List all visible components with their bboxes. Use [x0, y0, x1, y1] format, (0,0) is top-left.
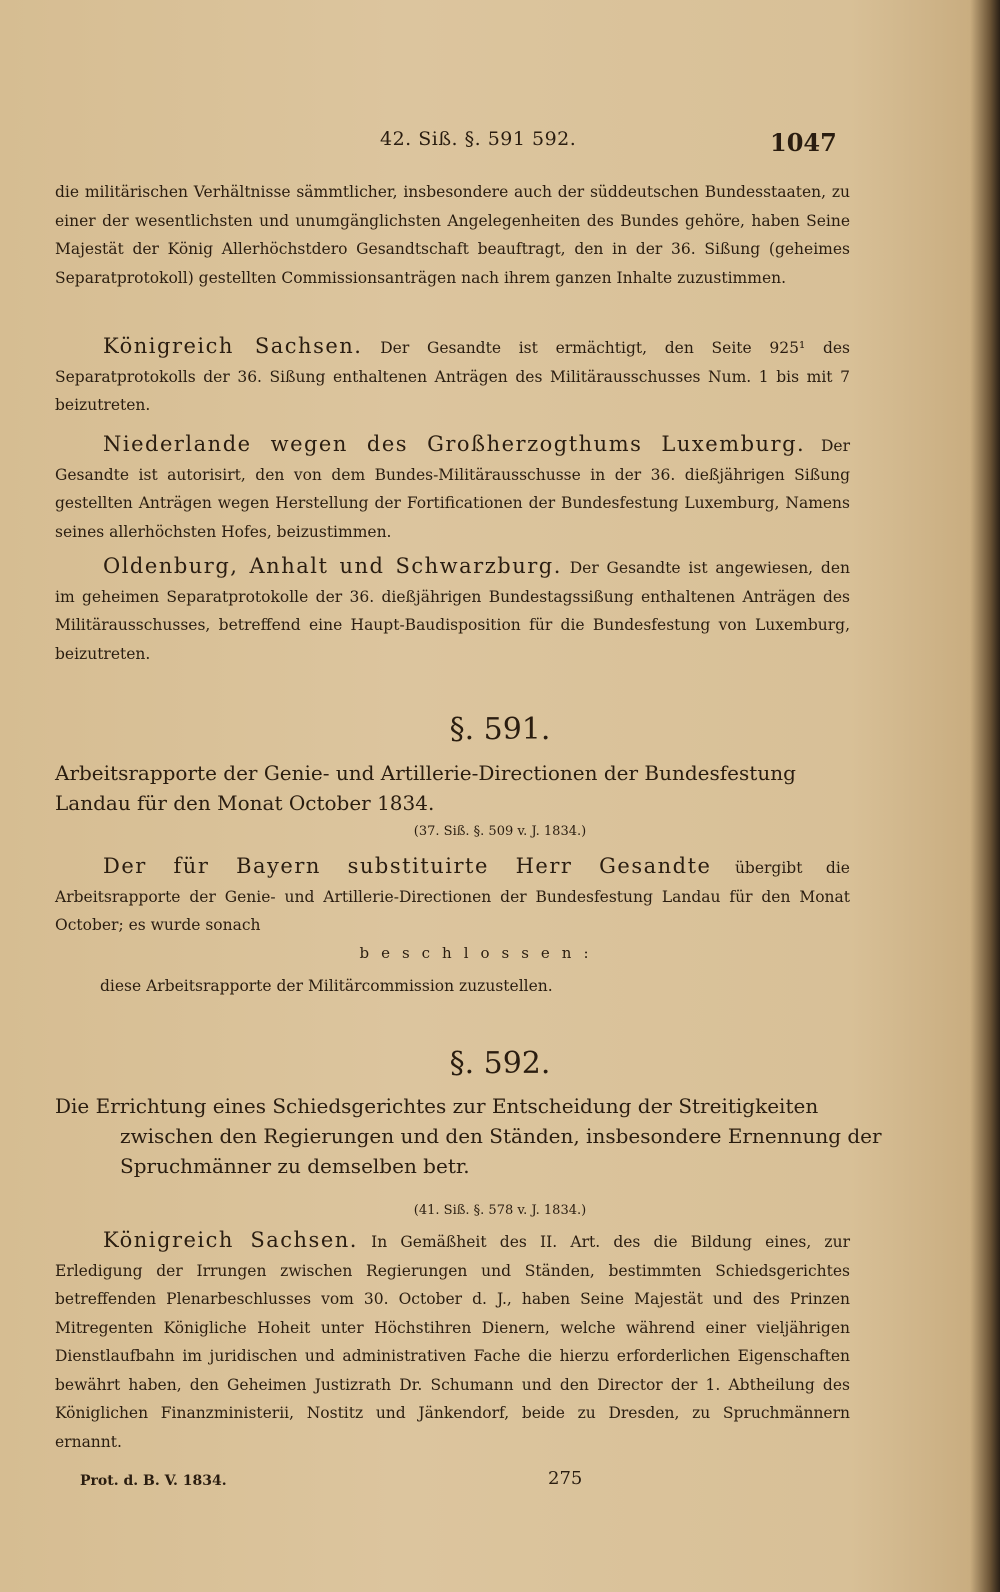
paragraph-text: die militärischen Verhältnisse sämmtlicher, insbesondere auch der süddeutschen Bundesstaaten, zu einer der wesentlichsten und unumgänglichsten Angelegenheiten des Bundes gehöre, haben Seine Majestät der König Allerhöchstdero Gesandtschaft beauftragt, den in der 36. Sißung (geheimes Separatprotokoll) gestellten Commissionsanträgen nach ihrem ganzen Inhalte zuzustimmen. [55, 183, 850, 287]
footer-sheet-number: 275 [548, 1468, 583, 1489]
speaker: Der für Bayern substituirte Herr Gesandte [103, 854, 712, 878]
running-head: 42. Siß. §. 591 592. [380, 128, 577, 150]
section-heading-591: §. 591. [449, 712, 551, 747]
resolution-text: diese Arbeitsrapporte der Militärcommission zuzustellen. [100, 977, 553, 995]
paragraph-text: Der Gesandte ist angewiesen, den im geheimen Separatprotokolle der 36. dießjährigen Bundestagssißung enthaltenen Anträgen des Militärausschusses, betreffend eine Haupt-Baudisposition für die Bundesfestung von Luxemburg, beizutreten. [55, 559, 850, 663]
section-body-592 [55, 1226, 850, 1456]
paragraph-text: Der Gesandte ist ermächtigt, den Seite 925¹ des Separatprotokolls der 36. Sißung enthaltenen Anträgen des Militärausschusses Num. 1 bis mit 7 beizutreten. [55, 339, 850, 414]
state-name: Oldenburg, Anhalt und Schwarzburg. [103, 554, 562, 578]
paragraph-bavaria-continued [55, 178, 850, 292]
state-name: Niederlande wegen des Großherzogthums Luxemburg. [103, 432, 806, 456]
paragraph-saxony [55, 332, 850, 420]
section-body-591 [55, 852, 850, 940]
state-name: Königreich Sachsen. [103, 334, 363, 358]
footer-signature: Prot. d. B. V. 1834. [80, 1473, 227, 1489]
section-reference-592: (41. Siß. §. 578 v. J. 1834.) [413, 1203, 587, 1218]
paragraph-text: übergibt die Arbeitsrapporte der Genie- und Artillerie-Directionen der Bundesfestung Landau für den Monat October; es wurde sonach [55, 859, 850, 934]
section-reference-591: (37. Siß. §. 509 v. J. 1834.) [413, 824, 587, 839]
page-number: 1047 [770, 128, 837, 157]
section-heading-592: §. 592. [449, 1046, 551, 1081]
paragraph-netherlands [55, 430, 850, 546]
paragraph-text: Der Gesandte ist autorisirt, den von dem Bundes-Militärausschusse in der 36. dießjährigen Sißung gestellten Anträgen wegen Herstellung der Fortificationen der Bundesfestung Luxemburg, Namens seines allerhöchsten Hofes, beizustimmen. [55, 437, 850, 541]
paragraph-text: In Gemäßheit des II. Art. des die Bildung eines, zur Erledigung der Irrungen zwischen Regierungen und Ständen, bestimmten Schiedsgerichtes betreffenden Plenarbeschlusses vom 30. October d. J., haben Seine Majestät und des Prinzen Mitregenten Königliche Hoheit unter Höchstihren Dienern, welche während einer vieljährigen Dienstlaufbahn im juridischen und administrativen Fache die hierzu erforderlichen Eigenschaften bewährt haben, den Geheimen Justizrath Dr. Schumann und den Director der 1. Abtheilung des Königlichen Finanzministerii, Nostitz und Jänkendorf, beide zu Dresden, zu Spruchmännern ernannt. [55, 1233, 850, 1451]
section-title-592: Die Errichtung eines Schiedsgerichtes zur Entscheidung der Streitigkeiten zwischen den Regierungen und den Ständen, insbesondere Ernennung der Spruchmänner zu demselben betr. [55, 1094, 882, 1178]
paragraph-oldenburg [55, 552, 850, 668]
page-header [0, 128, 1000, 168]
resolution-label: beschlossen: [359, 944, 601, 962]
section-title-591: Arbeitsrapporte der Genie- und Artillerie-Directionen der Bundesfestung Landau für den Monat October 1834. [55, 761, 796, 815]
state-name: Königreich Sachsen. [103, 1228, 358, 1252]
